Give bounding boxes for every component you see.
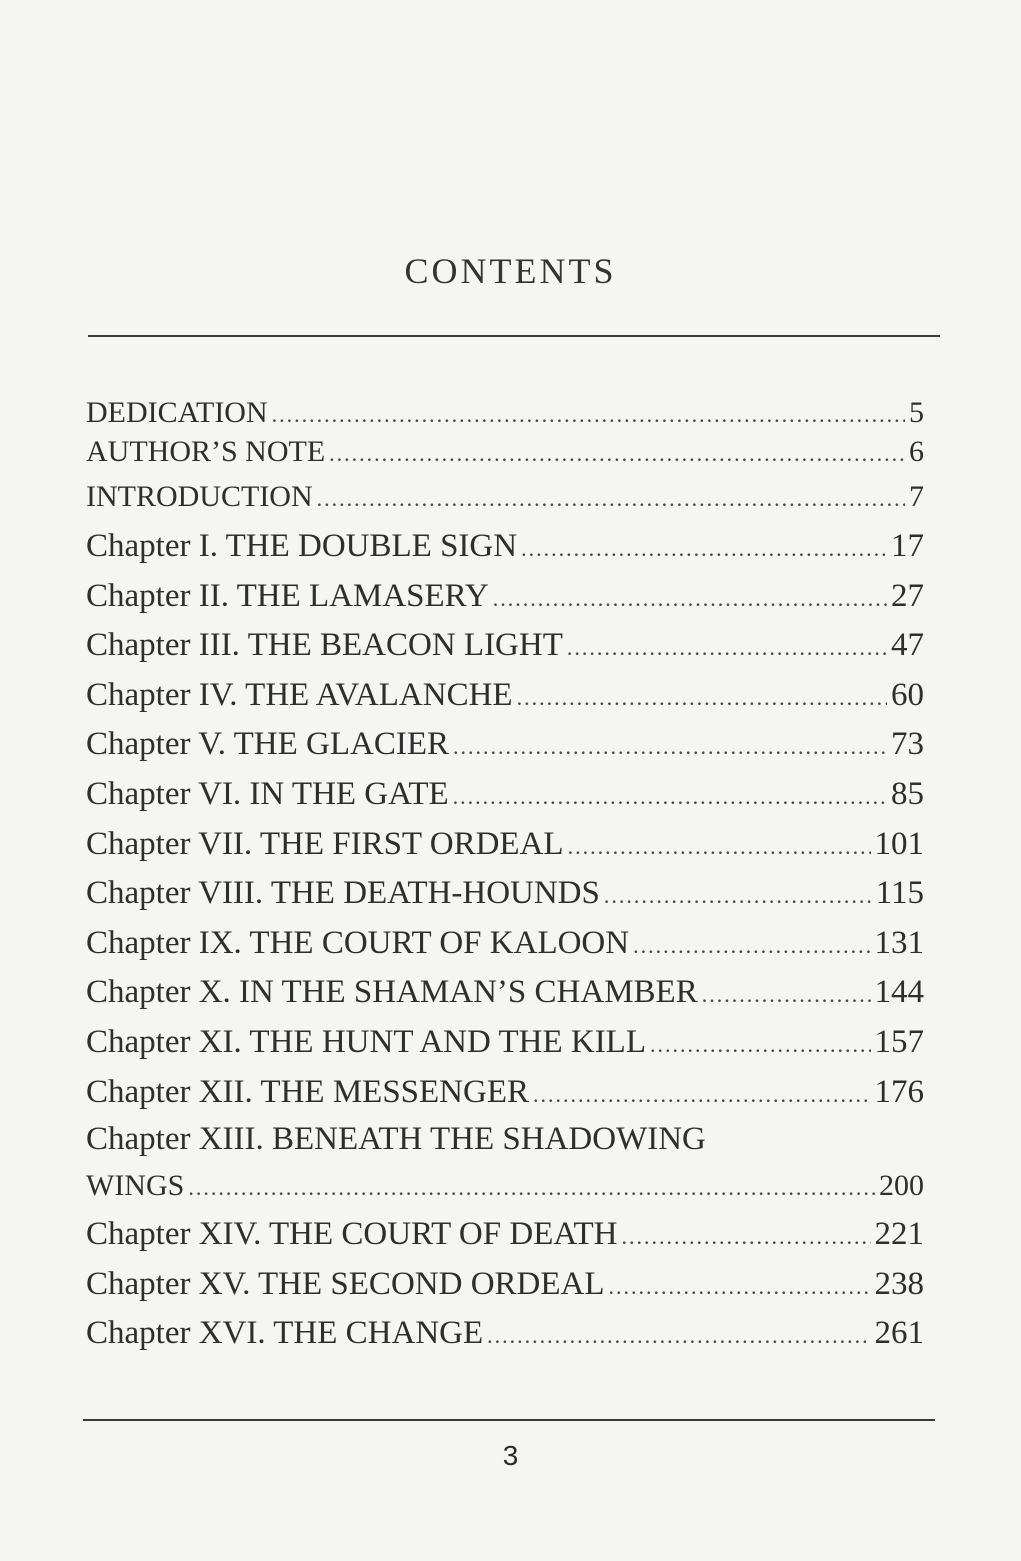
toc-entry-page: 115 bbox=[875, 875, 924, 912]
toc-entry-chapter-9 bbox=[86, 919, 924, 969]
dot-leader bbox=[609, 1262, 871, 1312]
toc-entry-page: 60 bbox=[891, 676, 924, 713]
toc-entry-chapter-13 bbox=[86, 1162, 924, 1210]
dot-leader bbox=[568, 822, 871, 872]
toc-entry-label: AUTHOR’S NOTE bbox=[86, 435, 326, 468]
toc-entry-label: DEDICATION bbox=[86, 396, 268, 429]
dot-leader bbox=[604, 871, 872, 921]
toc-entry-label: Chapter VII. THE FIRST ORDEAL bbox=[86, 825, 564, 862]
toc-entry-chapter-1 bbox=[86, 522, 924, 572]
toc-entry-label: Chapter IX. THE COURT OF KALOON bbox=[86, 924, 630, 961]
toc-entry-page: 47 bbox=[891, 627, 924, 664]
toc-entry-page: 17 bbox=[891, 528, 924, 564]
toc-entry-page: 27 bbox=[891, 577, 924, 614]
toc-entry-chapter-5 bbox=[86, 720, 924, 770]
dot-leader bbox=[633, 921, 870, 971]
dot-leader bbox=[487, 1311, 870, 1361]
toc-entry-page: 85 bbox=[891, 775, 924, 812]
toc-entry-label: Chapter III. THE BEACON LIGHT bbox=[86, 627, 563, 664]
toc-entry-page: 221 bbox=[874, 1216, 924, 1253]
dot-leader bbox=[521, 524, 887, 574]
toc-entry-introduction bbox=[86, 471, 924, 522]
toc-entry-page: 73 bbox=[891, 726, 924, 763]
toc-entry-chapter-11 bbox=[86, 1018, 924, 1068]
dot-leader bbox=[702, 970, 871, 1020]
toc-entry-label: Chapter I. THE DOUBLE SIGN bbox=[86, 528, 518, 564]
dot-leader bbox=[567, 623, 887, 673]
toc-entry-page: 200 bbox=[879, 1169, 924, 1203]
toc-entry-chapter-14 bbox=[86, 1210, 924, 1260]
toc-entry-label: Chapter XIV. THE COURT OF DEATH bbox=[86, 1216, 618, 1253]
toc-entry-chapter-13-first-line: Chapter XIII. BENEATH THE SHADOWING bbox=[86, 1121, 706, 1158]
toc-entry-label: Chapter II. THE LAMASERY bbox=[86, 577, 489, 614]
toc-entry-chapter-15 bbox=[86, 1260, 924, 1310]
toc-entry-label: Chapter XII. THE MESSENGER bbox=[86, 1073, 530, 1110]
dot-leader bbox=[622, 1212, 871, 1262]
toc-entry-chapter-3 bbox=[86, 621, 924, 671]
table-of-contents bbox=[86, 393, 924, 1359]
contents-title: CONTENTS bbox=[404, 251, 617, 291]
toc-entry-page: 5 bbox=[909, 396, 924, 429]
toc-entry-label: INTRODUCTION bbox=[86, 480, 313, 513]
page-number: 3 bbox=[502, 1440, 519, 1471]
dot-leader bbox=[453, 722, 887, 772]
dot-leader bbox=[517, 673, 887, 723]
toc-entry-page: 157 bbox=[874, 1023, 924, 1060]
toc-entry-chapter-10 bbox=[86, 968, 924, 1018]
toc-entry-page: 144 bbox=[874, 974, 924, 1011]
dot-leader bbox=[272, 395, 905, 434]
toc-entry-page: 131 bbox=[874, 924, 924, 961]
toc-entry-chapter-2 bbox=[86, 572, 924, 622]
toc-entry-label: Chapter XV. THE SECOND ORDEAL bbox=[86, 1265, 605, 1302]
toc-entry-chapter-8 bbox=[86, 869, 924, 919]
toc-entry-label: Chapter V. THE GLACIER bbox=[86, 726, 449, 763]
toc-entry-page: 261 bbox=[874, 1315, 924, 1352]
bottom-rule bbox=[83, 1419, 935, 1421]
toc-entry-label: Chapter X. IN THE SHAMAN’S CHAMBER bbox=[86, 974, 698, 1011]
toc-entry-page: 7 bbox=[909, 480, 924, 513]
toc-entry-chapter-6 bbox=[86, 770, 924, 820]
toc-entry-page: 176 bbox=[874, 1073, 924, 1110]
toc-entry-page: 6 bbox=[909, 435, 924, 468]
toc-entry-dedication bbox=[86, 393, 924, 432]
toc-entry-authors-note bbox=[86, 432, 924, 471]
dot-leader bbox=[317, 473, 905, 524]
toc-entry-label: Chapter VI. IN THE GATE bbox=[86, 775, 449, 812]
dot-leader bbox=[533, 1070, 870, 1120]
dot-leader bbox=[188, 1164, 875, 1212]
dot-leader bbox=[453, 772, 887, 822]
toc-entry-chapter-4 bbox=[86, 671, 924, 721]
top-rule bbox=[88, 335, 940, 337]
toc-entry-page: 101 bbox=[874, 825, 924, 862]
toc-entry-label: Chapter XVI. THE CHANGE bbox=[86, 1315, 484, 1352]
dot-leader bbox=[329, 434, 905, 473]
toc-entry-chapter-7 bbox=[86, 820, 924, 870]
toc-entry-label: Chapter VIII. THE DEATH-HOUNDS bbox=[86, 875, 600, 912]
dot-leader bbox=[650, 1020, 870, 1070]
toc-entry-label: Chapter XI. THE HUNT AND THE KILL bbox=[86, 1023, 647, 1060]
toc-entry-chapter-16 bbox=[86, 1309, 924, 1359]
toc-entry-chapter-12 bbox=[86, 1068, 924, 1118]
toc-entry-page: 238 bbox=[874, 1265, 924, 1302]
dot-leader bbox=[493, 574, 887, 624]
toc-entry-label: Chapter IV. THE AVALANCHE bbox=[86, 676, 513, 713]
toc-entry-label: WINGS bbox=[86, 1169, 185, 1203]
